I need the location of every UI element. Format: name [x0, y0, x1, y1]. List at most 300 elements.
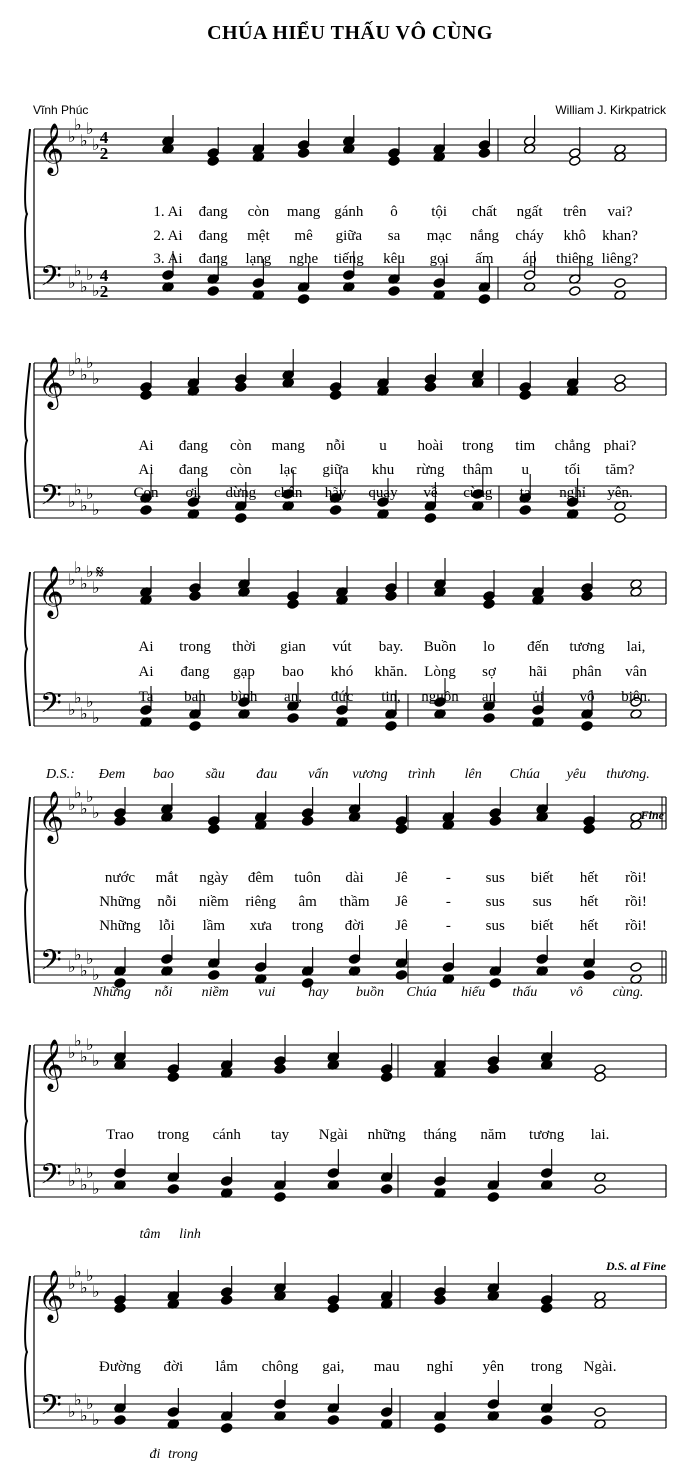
treble-notehead	[114, 1303, 126, 1314]
bass-lyric-syllable: thương.	[606, 767, 650, 782]
bass-clef-icon: 𝄢	[40, 479, 62, 519]
bass-notehead	[424, 513, 436, 524]
lyric-syllable: còn	[247, 204, 270, 220]
lyric-syllable: ngày	[199, 870, 229, 886]
lyric-syllable: Ngài.	[583, 1359, 617, 1375]
lyric-syllable: sus	[485, 918, 505, 934]
flat-icon: ♭	[68, 273, 76, 292]
lyric-syllable: -	[445, 894, 451, 910]
lyric-syllable: ơi,	[185, 485, 202, 501]
bass-notehead	[487, 1399, 499, 1410]
bass-notehead	[140, 505, 152, 516]
lyric-syllable: hoài	[417, 438, 444, 454]
treble-notehead	[140, 390, 152, 401]
lyric-syllable: tội	[431, 204, 448, 220]
flat-icon: ♭	[74, 1031, 82, 1050]
bass-lyric-syllable: vô	[569, 985, 584, 1000]
bass-notehead	[433, 278, 445, 289]
system-bracket	[25, 1276, 30, 1428]
lyric-syllable: rừng	[416, 462, 445, 478]
lyric-syllable: thời	[232, 639, 256, 655]
flat-icon: ♭	[68, 700, 76, 719]
treble-notehead	[207, 156, 219, 167]
lyric-syllable: chông	[261, 1359, 299, 1375]
lyric-syllable: Ai	[138, 639, 154, 655]
lyric-syllable: Jê	[395, 918, 408, 934]
flat-icon: ♭	[80, 1175, 88, 1194]
lyric-syllable: ô	[390, 204, 398, 220]
time-signature: 2	[99, 282, 109, 301]
flat-icon: ♭	[68, 127, 76, 146]
bass-notehead	[343, 270, 355, 281]
flat-icon: ♭	[74, 783, 82, 802]
lyric-syllable: cánh	[212, 1127, 241, 1143]
bass-clef-icon: 𝄢	[40, 260, 62, 300]
lyric-syllable: gánh	[334, 204, 364, 220]
bass-notehead	[336, 705, 348, 716]
treble-notehead	[583, 824, 595, 835]
bass-lyric-syllable: bao	[153, 767, 175, 782]
flat-icon: ♭	[68, 1043, 76, 1062]
lyric-syllable: mau	[373, 1359, 400, 1375]
lyric-syllable: niềm	[198, 894, 229, 910]
lyric-syllable: tương	[529, 1127, 565, 1143]
flat-icon: ♭	[80, 277, 88, 296]
lyric-syllable: cháy	[515, 228, 544, 244]
lyric-syllable: mệt	[247, 228, 270, 244]
lyric-syllable: đến	[527, 639, 549, 655]
treble-notehead	[114, 816, 126, 827]
bass-notehead	[161, 954, 173, 965]
bass-notehead	[380, 1184, 392, 1195]
flat-icon: ♭	[68, 795, 76, 814]
treble-notehead	[329, 390, 341, 401]
bass-clef-icon: 𝄢	[40, 1389, 62, 1429]
bass-notehead	[287, 713, 299, 724]
lyric-syllable: hết	[579, 870, 599, 886]
bass-lyric-syllable: niềm	[201, 985, 229, 1000]
lyric-syllable: hết	[579, 894, 599, 910]
lyric-syllable: thâm	[462, 462, 493, 478]
flat-icon: ♭	[80, 574, 88, 593]
lyric-syllable: an	[481, 689, 497, 705]
time-signature: 4	[99, 128, 109, 147]
lyric-syllable: mạc	[426, 228, 452, 244]
treble-staff	[34, 1045, 666, 1077]
lyric-syllable: gọi	[429, 251, 449, 267]
flat-icon: ♭	[92, 708, 100, 727]
bass-notehead	[207, 286, 219, 297]
flat-icon: ♭	[92, 1179, 100, 1198]
flat-icon: ♭	[92, 369, 100, 388]
flat-icon: ♭	[86, 787, 94, 806]
lyric-syllable: Trao	[106, 1127, 134, 1143]
bass-notehead	[327, 1168, 339, 1179]
bass-notehead	[614, 278, 626, 289]
bass-clef-icon: 𝄢	[40, 944, 62, 984]
bass-notehead	[385, 721, 397, 732]
flat-icon: ♭	[68, 957, 76, 976]
bass-notehead	[208, 970, 220, 981]
bass-notehead	[442, 962, 454, 973]
lyric-syllable: kêu	[383, 251, 405, 267]
bass-notehead	[489, 978, 501, 989]
lyric-syllable: hết	[579, 918, 599, 934]
treble-notehead	[208, 824, 220, 835]
bass-lyric-syllable: vui	[258, 985, 276, 1000]
lyric-syllable: nguồn	[421, 689, 459, 705]
fine-marking: Fine	[640, 808, 664, 822]
treble-notehead	[487, 1064, 499, 1075]
flat-icon: ♭	[86, 949, 94, 968]
bass-lyric-syllable: linh	[179, 1227, 201, 1242]
flat-icon: ♭	[86, 119, 94, 138]
treble-notehead	[569, 156, 581, 167]
bass-notehead	[348, 954, 360, 965]
lyric-syllable: -	[445, 870, 451, 886]
lyric-syllable: còn	[229, 462, 252, 478]
lyric-syllable: sợ	[482, 664, 496, 680]
lyric-syllable: nghe	[289, 251, 319, 267]
lyric-syllable: biết	[530, 870, 554, 886]
flat-icon: ♭	[92, 135, 100, 154]
bass-staff	[34, 951, 666, 983]
lyric-syllable: sa	[387, 228, 401, 244]
lyric-syllable: ban	[184, 689, 206, 705]
flat-icon: ♭	[92, 281, 100, 300]
lyric-syllable: giữa	[322, 462, 349, 478]
lyric-syllable: trên	[563, 204, 587, 220]
flat-icon: ♭	[74, 349, 82, 368]
flat-icon: ♭	[74, 115, 82, 134]
treble-notehead	[614, 382, 626, 393]
flat-icon: ♭	[92, 578, 100, 597]
bass-lyric-syllable: vấn	[308, 767, 329, 782]
lyric-syllable: vô	[579, 689, 595, 705]
treble-notehead	[519, 390, 531, 401]
lyric-syllable: trong	[291, 918, 324, 934]
lyric-syllable: Ai	[138, 462, 154, 478]
treble-notehead	[385, 591, 397, 602]
flat-icon: ♭	[92, 1282, 100, 1301]
lyric-syllable: nỗi	[326, 438, 346, 454]
lyric-syllable: ngất	[516, 204, 543, 220]
bass-notehead	[235, 513, 247, 524]
lyric-syllable: Những	[99, 918, 141, 934]
bass-lyric-syllable: vương	[352, 767, 388, 782]
lyric-syllable: áp	[522, 251, 537, 267]
lyric-syllable: yên.	[607, 485, 633, 501]
lyric-syllable: đang	[178, 438, 208, 454]
lyric-syllable: nắng	[469, 228, 499, 244]
treble-notehead	[274, 1064, 286, 1075]
bass-lyric-syllable: lên	[464, 767, 482, 782]
system-bracket	[25, 572, 30, 726]
lyric-syllable: lầm	[202, 918, 226, 934]
lyric-syllable: tay	[270, 1127, 290, 1143]
flat-icon: ♭	[74, 1159, 82, 1178]
flat-icon: ♭	[92, 965, 100, 984]
bass-notehead	[329, 505, 341, 516]
lyric-syllable: vân	[625, 664, 647, 680]
lyric-syllable: tiếng	[333, 251, 364, 267]
treble-notehead	[388, 156, 400, 167]
lyric-syllable: đang	[198, 228, 228, 244]
lyric-syllable: ủi	[532, 689, 544, 705]
bass-lyric-syllable: buồn	[356, 985, 384, 1000]
lyric-syllable: mắt	[155, 870, 179, 886]
lyric-syllable: chẳng	[554, 438, 591, 454]
lyric-syllable: nước	[104, 870, 136, 886]
lyric-syllable: sus	[485, 894, 505, 910]
lyric-syllable: lắm	[215, 1359, 238, 1375]
bass-lyric-syllable: trình	[407, 767, 436, 782]
lyric-syllable: gian	[280, 639, 306, 655]
treble-notehead	[581, 591, 593, 602]
treble-staff	[34, 797, 666, 829]
flat-icon: ♭	[86, 1266, 94, 1285]
lyric-syllable: lai,	[626, 639, 646, 655]
bass-notehead	[274, 1192, 286, 1203]
lyric-syllable: đêm	[247, 870, 274, 886]
bass-lyric-syllable: nỗi	[154, 985, 173, 1000]
bass-notehead	[252, 278, 264, 289]
lyric-syllable: tuôn	[294, 870, 321, 886]
lyric-syllable: về	[423, 485, 438, 501]
treble-notehead	[327, 1303, 339, 1314]
bass-notehead	[189, 721, 201, 732]
flat-icon: ♭	[74, 1390, 82, 1409]
lyric-syllable: 1. Ai	[153, 204, 183, 220]
flat-icon: ♭	[92, 803, 100, 822]
lyric-syllable: trong	[461, 438, 494, 454]
bass-lyric-syllable: trong	[168, 1447, 198, 1462]
flat-icon: ♭	[80, 1047, 88, 1066]
treble-clef-icon: 𝄞	[38, 1270, 65, 1321]
lyric-syllable: yên	[482, 1359, 505, 1375]
lyric-syllable: lạc	[279, 462, 297, 478]
lyric-syllable: Jê	[395, 870, 408, 886]
lyric-syllable: hãy	[324, 485, 347, 501]
system-bracket	[25, 129, 30, 299]
bass-notehead	[167, 1184, 179, 1195]
lyric-syllable: cùng	[463, 485, 493, 501]
lyric-syllable: tối	[564, 462, 581, 478]
lyric-syllable: vút	[332, 639, 352, 655]
lyric-syllable: những	[367, 1127, 406, 1143]
flat-icon: ♭	[68, 570, 76, 589]
lyric-syllable: nỗi	[157, 894, 177, 910]
lyric-syllable: sus	[532, 894, 552, 910]
lyric-syllable: rồi!	[625, 870, 647, 886]
flat-icon: ♭	[74, 688, 82, 707]
flat-icon: ♭	[92, 1051, 100, 1070]
lyric-syllable: vai?	[607, 204, 633, 220]
bass-lyric-syllable: tâm	[139, 1227, 161, 1242]
lyric-syllable: rồi!	[625, 894, 647, 910]
lyric-syllable: khó	[330, 664, 354, 680]
lyric-syllable: Lòng	[424, 664, 456, 680]
treble-clef-icon: 𝄞	[38, 791, 65, 842]
time-signature: 4	[99, 266, 109, 285]
flat-icon: ♭	[74, 1262, 82, 1281]
flat-icon: ♭	[80, 704, 88, 723]
flat-icon: ♭	[68, 1274, 76, 1293]
flat-icon: ♭	[86, 1394, 94, 1413]
lyric-syllable: thiêng	[556, 251, 594, 267]
lyric-syllable: đang	[198, 251, 228, 267]
lyric-syllable: Ta	[138, 689, 154, 705]
bass-lyric-syllable: hiểu	[461, 985, 486, 1000]
lyric-syllable: Đường	[99, 1359, 141, 1375]
lyric-syllable: xưa	[249, 918, 272, 934]
lyric-syllable: mang	[286, 204, 321, 220]
bass-notehead	[540, 1168, 552, 1179]
lyric-syllable: trong	[530, 1359, 563, 1375]
lyric-syllable: biên.	[621, 689, 651, 705]
flat-icon: ♭	[74, 261, 82, 280]
bass-notehead	[487, 1192, 499, 1203]
lyric-syllable: bình	[230, 689, 258, 705]
system-bracket	[25, 363, 30, 518]
bass-lyric-syllable: hay	[308, 985, 329, 1000]
lyric-syllable: âm	[298, 894, 317, 910]
flat-icon: ♭	[92, 500, 100, 519]
bass-lyric-syllable: yêu	[566, 767, 587, 782]
lyric-syllable: chất	[471, 204, 497, 220]
lyric-syllable: u	[379, 438, 387, 454]
bass-lyric-syllable: sầu	[205, 767, 225, 782]
composer-credit: William J. Kirkpatrick	[555, 103, 666, 117]
bass-notehead	[220, 1423, 232, 1434]
treble-notehead	[297, 148, 309, 159]
treble-clef-icon: 𝄞	[38, 357, 65, 408]
treble-notehead	[395, 824, 407, 835]
lyric-syllable: đời	[163, 1359, 184, 1375]
lyric-syllable: Buồn	[423, 639, 457, 655]
lyric-syllable: còn	[229, 438, 252, 454]
lyric-syllable: gạp	[233, 664, 255, 680]
lyric-syllable: an,	[284, 689, 302, 705]
flat-icon: ♭	[80, 961, 88, 980]
flat-icon: ♭	[80, 131, 88, 150]
bass-notehead	[167, 1407, 179, 1418]
segno-icon: 𝄋	[96, 562, 104, 583]
lyric-syllable: đang	[180, 664, 210, 680]
treble-notehead	[220, 1295, 232, 1306]
bass-notehead	[614, 513, 626, 524]
lyric-syllable: phân	[572, 664, 602, 680]
treble-notehead	[167, 1072, 179, 1083]
treble-notehead	[489, 816, 501, 827]
flat-icon: ♭	[80, 1278, 88, 1297]
bass-notehead	[519, 505, 531, 516]
treble-notehead	[424, 382, 436, 393]
bass-lyric-syllable: Chúa	[406, 985, 437, 1000]
lyric-syllable: khu	[371, 462, 395, 478]
treble-notehead	[380, 1072, 392, 1083]
bass-notehead	[388, 286, 400, 297]
flat-icon: ♭	[86, 484, 94, 503]
lyric-syllable: tăm?	[605, 462, 635, 478]
bass-staff	[34, 1396, 666, 1428]
flat-icon: ♭	[86, 1035, 94, 1054]
lyricist-credit: Vĩnh Phúc	[33, 103, 89, 117]
lyric-syllable: Ai	[138, 438, 154, 454]
treble-notehead	[301, 816, 313, 827]
lyric-syllable: nghỉ	[426, 1359, 454, 1375]
system-bracket	[25, 797, 30, 983]
flat-icon: ♭	[68, 361, 76, 380]
treble-clef-icon: 𝄞	[38, 1039, 65, 1090]
lyric-syllable: Ai	[138, 664, 154, 680]
lyric-syllable: giữa	[335, 228, 363, 244]
bass-lyric-syllable: thấu	[512, 985, 538, 1000]
flat-icon: ♭	[86, 353, 94, 372]
treble-notehead	[478, 148, 490, 159]
bass-notehead	[630, 962, 642, 973]
flat-icon: ♭	[80, 1406, 88, 1425]
bass-notehead	[540, 1415, 552, 1426]
bass-notehead	[581, 721, 593, 732]
time-signature: 2	[99, 144, 109, 163]
lyric-syllable: chân	[274, 485, 303, 501]
lyric-syllable: đang	[178, 462, 208, 478]
treble-staff	[34, 1276, 666, 1308]
treble-notehead	[235, 382, 247, 393]
lyric-syllable: mang	[271, 438, 305, 454]
bass-clef-icon: 𝄢	[40, 687, 62, 727]
flat-icon: ♭	[74, 945, 82, 964]
lyric-syllable: rồi!	[625, 918, 647, 934]
system-bracket	[25, 1045, 30, 1197]
bass-notehead	[380, 1407, 392, 1418]
bass-notehead	[327, 1415, 339, 1426]
lyric-syllable: Những	[99, 894, 141, 910]
treble-notehead	[287, 599, 299, 610]
lyric-syllable: hãi	[528, 664, 548, 680]
lyric-syllable: biết	[530, 918, 554, 934]
treble-notehead	[189, 591, 201, 602]
flat-icon: ♭	[80, 496, 88, 515]
lyric-syllable: trong	[179, 639, 211, 655]
flat-icon: ♭	[74, 480, 82, 499]
bass-notehead	[140, 705, 152, 716]
flat-icon: ♭	[80, 799, 88, 818]
bass-lyric-syllable: đau	[256, 767, 278, 782]
flat-icon: ♭	[92, 1410, 100, 1429]
lyric-syllable: riêng	[245, 894, 277, 910]
lyric-syllable: Jê	[395, 894, 408, 910]
lyric-syllable: 2. Ai	[153, 228, 183, 244]
ds-al-fine-marking: D.S. al Fine	[605, 1259, 666, 1273]
bass-notehead	[114, 1168, 126, 1179]
treble-notehead	[540, 1303, 552, 1314]
bass-notehead	[478, 294, 490, 305]
lyric-syllable: quay	[368, 485, 398, 501]
bass-notehead	[274, 1399, 286, 1410]
flat-icon: ♭	[74, 558, 82, 577]
bass-notehead	[297, 294, 309, 305]
bass-notehead	[594, 1184, 606, 1195]
lyric-syllable: đang	[198, 204, 228, 220]
flat-icon: ♭	[68, 1171, 76, 1190]
flat-icon: ♭	[86, 692, 94, 711]
lyric-syllable: thầm	[339, 894, 370, 910]
bass-notehead	[114, 1415, 126, 1426]
treble-clef-icon: 𝄞	[38, 123, 65, 174]
lyric-syllable: khan?	[602, 228, 638, 244]
